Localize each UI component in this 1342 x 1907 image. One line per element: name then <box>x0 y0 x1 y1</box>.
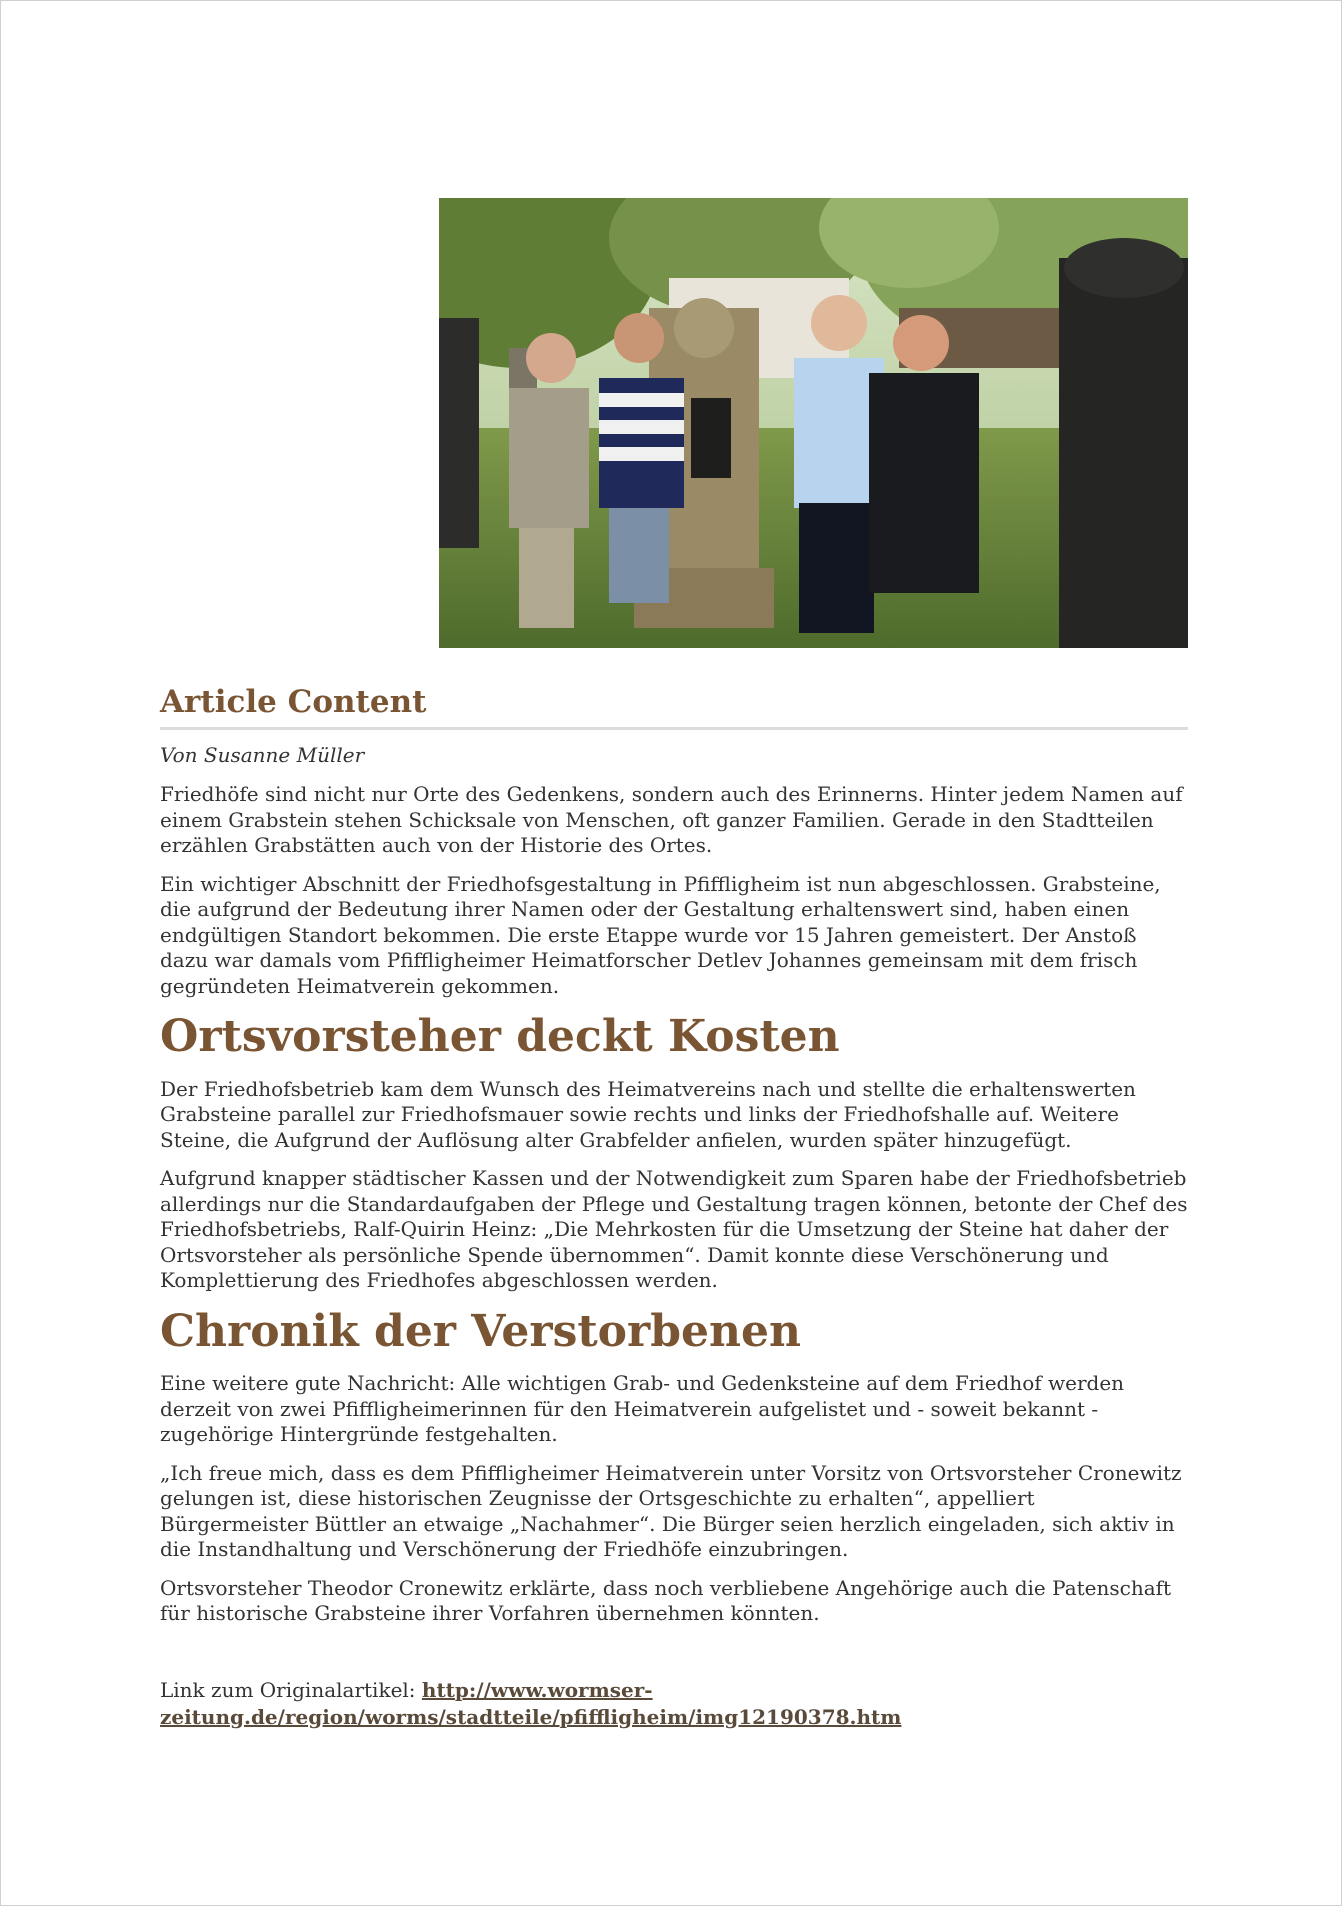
paragraph: „Ich freue mich, dass es dem Pfiffligheimer Heimatverein unter Vorsitz von Ortsvorsteher Cronewitz gelungen ist, diese historischen Zeugnisse der Ortsgeschichte zu erhalten“, appelliert Bürgermeister Büttler an etwaige „Nachahmer“. Die Bürger seien herzlich eingeladen, sich aktiv in die Instandhaltung und Verschönerung der Friedhöfe einzubringen. <box>160 1460 1182 1562</box>
paragraph: Eine weitere gute Nachricht: Alle wichtigen Grab- und Gedenksteine auf dem Friedhof werden derzeit von zwei Pfiffligheimerinnen für den Heimatverein aufgelistet und - soweit bekannt - zugehörige Hintergründe festgehalten. <box>160 1371 1125 1447</box>
paragraph: Ein wichtiger Abschnitt der Friedhofsgestaltung in Pfiffligheim ist nun abgeschlossen. Grabsteine, die aufgrund der Bedeutung ihrer Namen oder der Gestaltung erhaltenswert sind, haben einen endgültigen Standort bekommen. Die erste Etappe wurde vor 15 Jahren gemeistert. Der Anstoß dazu war damals vom Pfiffligheimer Heimatforscher Detlev Johannes gemeinsam mit dem frisch gegründeten Heimatverein gekommen. <box>160 871 1161 998</box>
article-content <box>160 684 1188 1731</box>
section-title: Article Content <box>160 684 1188 730</box>
paragraph: Der Friedhofsbetrieb kam dem Wunsch des Heimatvereins nach und stellte die erhaltenswerten Grabsteine parallel zur Friedhofsmauer sowie rechts und links der Friedhofshalle auf. Weitere Steine, die Aufgrund der Auflösung alter Grabfelder anfielen, wurden später hinzugefügt. <box>160 1076 1136 1152</box>
source-link-line <box>160 1677 1188 1731</box>
cemetery-group-photo <box>439 198 1188 648</box>
subheading-chronik: Chronik der Verstorbenen <box>160 1305 801 1357</box>
paragraph: Aufgrund knapper städtischer Kassen und der Notwendigkeit zum Sparen habe der Friedhofsbetrieb allerdings nur die Standardaufgaben der Pflege und Gestaltung tragen können, betonte der Chef des Friedhofsbetriebs, Ralf-Quirin Heinz: „Die Mehrkosten für die Umsetzung der Steine hat daher der Ortsvorsteher als persönliche Spende übernommen“. Damit konnte diese Verschönerung und Komplettierung des Friedhofes abgeschlossen werden. <box>160 1166 1188 1293</box>
paragraph: Ortsvorsteher Theodor Cronewitz erklärte, dass noch verbliebene Angehörige auch die Patenschaft für historische Grabsteine ihrer Vorfahren übernehmen könnten. <box>160 1575 1172 1626</box>
subheading-kosten: Ortsvorsteher deckt Kosten <box>160 1011 840 1063</box>
source-link-label: Link zum Originalartikel: <box>160 1677 416 1702</box>
byline: Von Susanne Müller <box>160 743 365 768</box>
article-photo <box>439 198 1188 648</box>
document-page <box>1 1 1342 1907</box>
source-link[interactable]: http://www.wormser-zeitung.de/region/worms/stadtteile/pfiffligheim/img12190378.htm <box>160 1677 902 1729</box>
paragraph: Friedhöfe sind nicht nur Orte des Gedenkens, sondern auch des Erinnerns. Hinter jedem Namen auf einem Grabstein stehen Schicksale von Menschen, oft ganzer Familien. Gerade in den Stadtteilen erzählen Grabstätten auch von der Historie des Ortes. <box>160 782 1183 858</box>
